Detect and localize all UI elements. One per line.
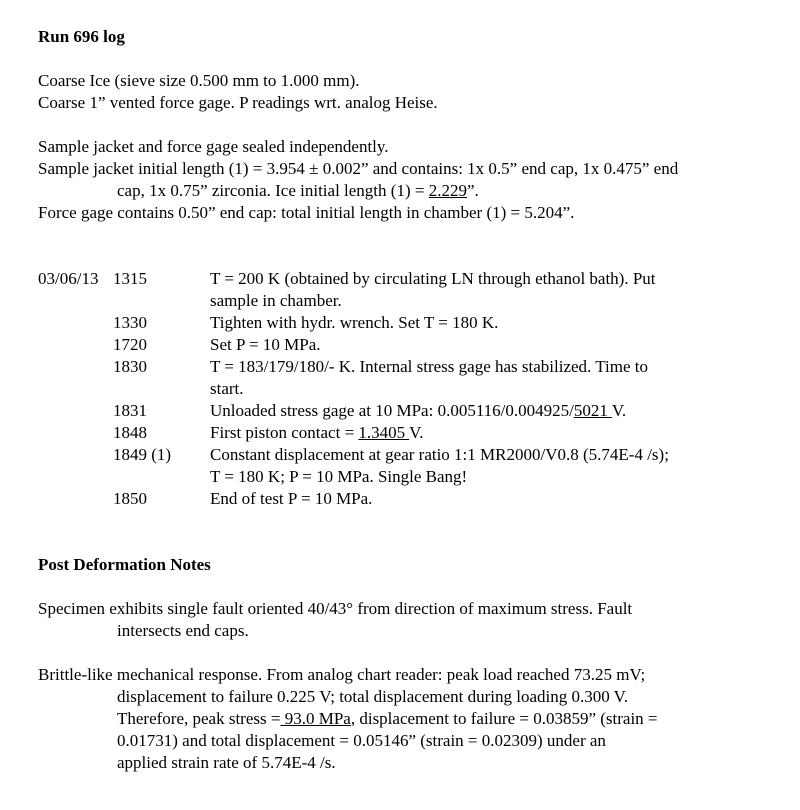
log-time [113, 378, 210, 400]
setup-line-jacket-length: Sample jacket initial length (1) = 3.954 ± 0.002” and contains: 1x 0.5” end cap, 1x 0.475” end [38, 159, 679, 178]
specimen-paragraph [38, 598, 770, 642]
log-entry-text: End of test P = 10 MPa. [210, 489, 373, 508]
spacer [38, 48, 770, 70]
setup-paragraph [38, 136, 770, 224]
log-row [38, 334, 770, 356]
log-date [38, 422, 113, 444]
specimen-line-fault: Specimen exhibits single fault oriented 40/43° from direction of maximum stress. Fault [38, 599, 633, 618]
log-time: 1330 [113, 313, 147, 332]
intro-paragraph [38, 70, 770, 114]
mechanical-line-peak-load: Brittle-like mechanical response. From analog chart reader: peak load reached 73.25 mV; [38, 665, 646, 684]
log-entry-text: T = 200 K (obtained by circulating LN through ethanol bath). Put [210, 269, 656, 288]
setup-line-ice-length-post: ”. [466, 181, 479, 200]
log-time: 1315 [113, 269, 147, 288]
mechanical-line-peak-stress-post: , displacement to failure = 0.03859” (strain = [350, 709, 658, 728]
setup-line-force-gage: Force gage contains 0.50” end cap: total initial length in chamber (1) = 5.204”. [38, 203, 575, 222]
log-piston-contact-underlined-value: 1.3405 [358, 423, 410, 442]
log-entry-text: Constant displacement at gear ratio 1:1 MR2000/V0.8 (5.74E-4 /s); [210, 445, 669, 464]
log-time: 1848 [113, 423, 147, 442]
log-entry-text [210, 400, 626, 422]
specimen-line-intersects: intersects end caps. [117, 621, 249, 640]
log-time: 1850 [113, 489, 147, 508]
setup-line-sealed: Sample jacket and force gage sealed independently. [38, 137, 389, 156]
log-time: 1849 (1) [113, 445, 172, 464]
log-date [38, 444, 113, 466]
mechanical-line-total-displacement: 0.01731) and total displacement = 0.05146” (strain = 0.02309) under an [117, 731, 606, 750]
page-title: Run 696 log [38, 27, 125, 46]
log-row [38, 378, 770, 400]
setup-line-ice-length [117, 180, 770, 202]
log-entry-text: T = 183/179/180/- K. Internal stress gage has stabilized. Time to [210, 357, 648, 376]
mechanical-line-strain-rate: applied strain rate of 5.74E-4 /s. [117, 753, 336, 772]
mechanical-line-peak-stress [117, 708, 770, 730]
log-row [38, 422, 770, 444]
log-date [38, 356, 113, 378]
log-date [38, 290, 113, 312]
log-entry-text: Tighten with hydr. wrench. Set T = 180 K. [210, 313, 499, 332]
mechanical-response-paragraph [38, 664, 770, 774]
spacer [38, 114, 770, 136]
log-time: 1720 [113, 335, 147, 354]
log-date [38, 488, 113, 510]
log-row [38, 488, 770, 510]
log-time [113, 290, 210, 312]
log-entry-text: sample in chamber. [210, 291, 342, 310]
log-entry-text: T = 180 K; P = 10 MPa. Single Bang! [210, 467, 468, 486]
spacer [38, 642, 770, 664]
log-date [38, 334, 113, 356]
log-row [38, 466, 770, 488]
log-entry-text-pre: Unloaded stress gage at 10 MPa: 0.005116/0.004925/ [210, 401, 574, 420]
setup-ice-length-underlined-value: 2.229 [428, 181, 467, 200]
post-deformation-heading: Post Deformation Notes [38, 555, 211, 574]
log-date [38, 400, 113, 422]
log-time: 1830 [113, 357, 147, 376]
log-time [113, 466, 210, 488]
log-row [38, 444, 770, 466]
log-entry-text-post: V. [409, 423, 424, 442]
log-row [38, 312, 770, 334]
setup-line-ice-length-pre: cap, 1x 0.75” zirconia. Ice initial length (1) = [117, 181, 429, 200]
log-date [38, 312, 113, 334]
log-table [38, 268, 770, 510]
spacer [38, 576, 770, 598]
log-entry-text: Set P = 10 MPa. [210, 335, 321, 354]
log-row [38, 268, 770, 290]
intro-line-sieve: Coarse Ice (sieve size 0.500 mm to 1.000 mm). [38, 71, 360, 90]
log-entry-text [210, 422, 423, 444]
peak-stress-underlined-value: 93.0 MPa [280, 709, 351, 728]
mechanical-line-displacement: displacement to failure 0.225 V; total displacement during loading 0.300 V. [117, 687, 629, 706]
log-row [38, 290, 770, 312]
intro-line-gage: Coarse 1” vented force gage. P readings wrt. analog Heise. [38, 93, 438, 112]
mechanical-line-peak-stress-pre: Therefore, peak stress = [117, 709, 281, 728]
log-row [38, 400, 770, 422]
log-date: 03/06/13 [38, 269, 99, 288]
log-date [38, 378, 113, 400]
log-entry-text: start. [210, 379, 244, 398]
log-time: 1831 [113, 401, 147, 420]
log-row [38, 356, 770, 378]
log-entry-text-post: V. [611, 401, 627, 420]
spacer [38, 224, 770, 268]
log-date [38, 466, 113, 488]
spacer [38, 510, 770, 554]
log-unloaded-gage-underlined-value: 5021 [573, 401, 612, 420]
log-entry-text-pre: First piston contact = [210, 423, 359, 442]
